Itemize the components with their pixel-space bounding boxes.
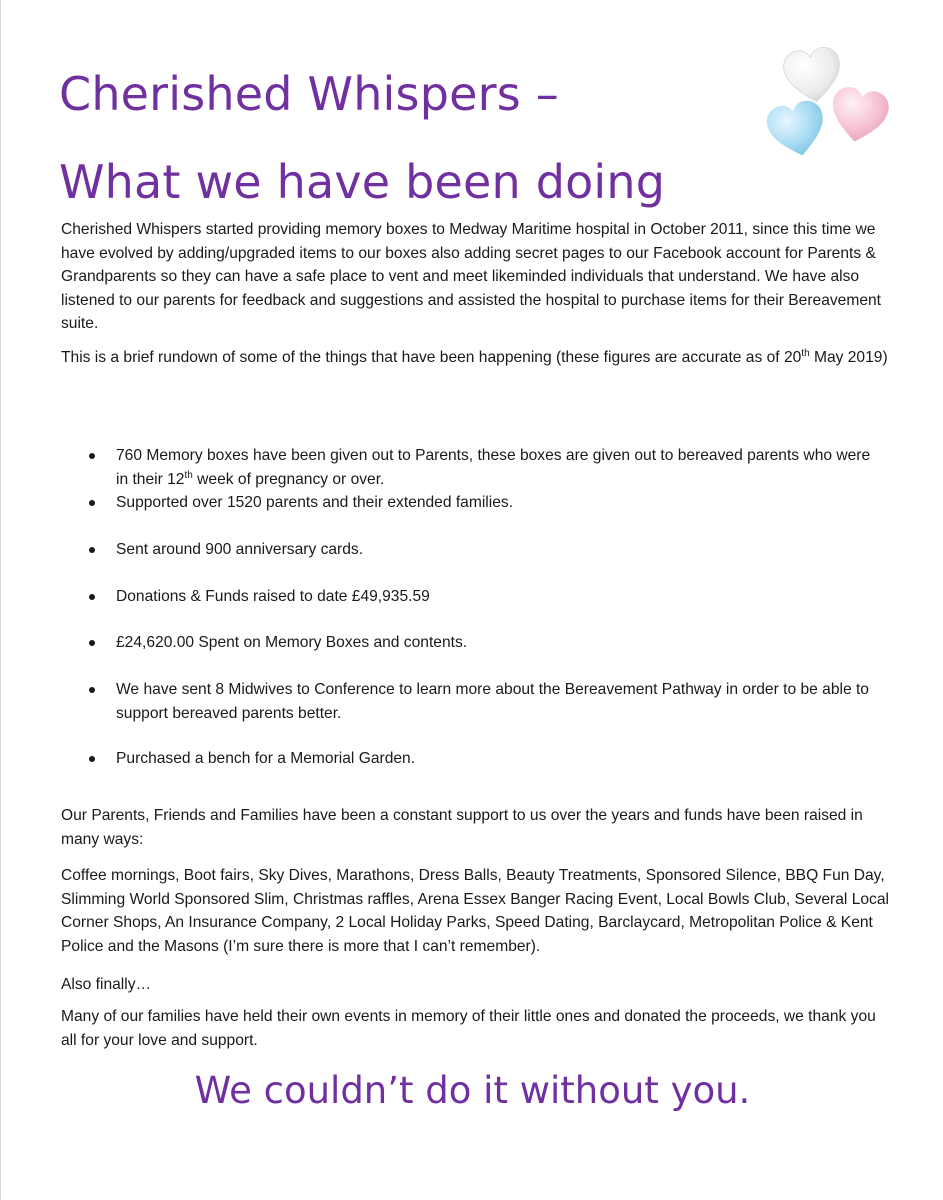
rundown-text: This is a brief rundown of some of the things that have been happening (these figures are accurate as of 20 xyxy=(61,349,802,366)
bullet-1-text-end: week of pregnancy or over. xyxy=(192,470,385,488)
bullet-7-text: Purchased a bench for a Memorial Garden. xyxy=(116,750,416,767)
bullet-1-text: 760 Memory boxes have been given out to Parents, these boxes are given out to bereaved parents who were in their 12 xyxy=(116,447,871,488)
bullet-icon xyxy=(89,594,95,600)
bullet-4-text: Donations & Funds raised to date £49,935.59 xyxy=(116,588,430,605)
bullet-2-text: Supported over 1520 parents and their extended families. xyxy=(116,494,514,511)
rundown-text-end: May 2019) xyxy=(809,349,888,366)
bullet-icon xyxy=(89,756,95,762)
rundown-superscript: th xyxy=(801,347,810,359)
bullet-icon xyxy=(89,453,95,459)
page-title xyxy=(59,50,665,226)
list-item-text xyxy=(116,444,881,491)
closing-message: We couldn’t do it without you. xyxy=(194,1069,751,1112)
events-paragraph: Coffee mornings, Boot fairs, Sky Dives, Marathons, Dress Balls, Beauty Treatments, Sponsored Silence, BBQ Fun Day, Slimming World Sponsored Slim, Christmas raffles, Arena Essex Banger Racing Event, Local Bowls Club, Several Local Corner Shops, An Insurance Company, 2 Local Holiday Parks, Speed Dating, Barclaycard, Metropolitan Police & Kent Police and the Masons (I’m sure there is more that I can’t remember). xyxy=(61,867,889,955)
bullet-icon xyxy=(89,640,95,646)
blue-heart-icon xyxy=(764,98,830,161)
pink-heart-icon xyxy=(827,85,891,147)
intro-paragraph: Cherished Whispers started providing memory boxes to Medway Maritime hospital in October 2011, since this time we have evolved by adding/upgraded items to our boxes also adding secret pages to our Facebook account for Parents & Grandparents so they can have a safe place to vent and meet likeminded individuals that understand. We have also listened to our parents for feedback and suggestions and assisted the hospital to purchase items for their Bereavement suite. xyxy=(61,221,882,332)
families-paragraph: Many of our families have held their own events in memory of their little ones and donated the proceeds, we thank you all for your love and support. xyxy=(61,1008,876,1049)
bullet-3-text: Sent around 900 anniversary cards. xyxy=(116,541,364,558)
title-line-1: Cherished Whispers – xyxy=(59,67,559,121)
bullet-icon xyxy=(89,547,95,553)
hearts-decoration xyxy=(763,44,893,164)
support-paragraph: Our Parents, Friends and Families have been a constant support to us over the years and funds have been raised in many ways: xyxy=(61,807,863,848)
bullet-6-text: We have sent 8 Midwives to Conference to learn more about the Bereavement Pathway in order to be able to support bereaved parents better. xyxy=(116,681,869,722)
bullet-icon xyxy=(89,500,95,506)
bullet-1-superscript: th xyxy=(184,469,193,481)
bullet-icon xyxy=(89,687,95,693)
bullet-5-text: £24,620.00 Spent on Memory Boxes and contents. xyxy=(116,634,468,651)
finally-paragraph: Also finally… xyxy=(61,976,152,993)
rundown-paragraph xyxy=(61,346,891,370)
title-line-2: What we have been doing xyxy=(59,155,666,209)
